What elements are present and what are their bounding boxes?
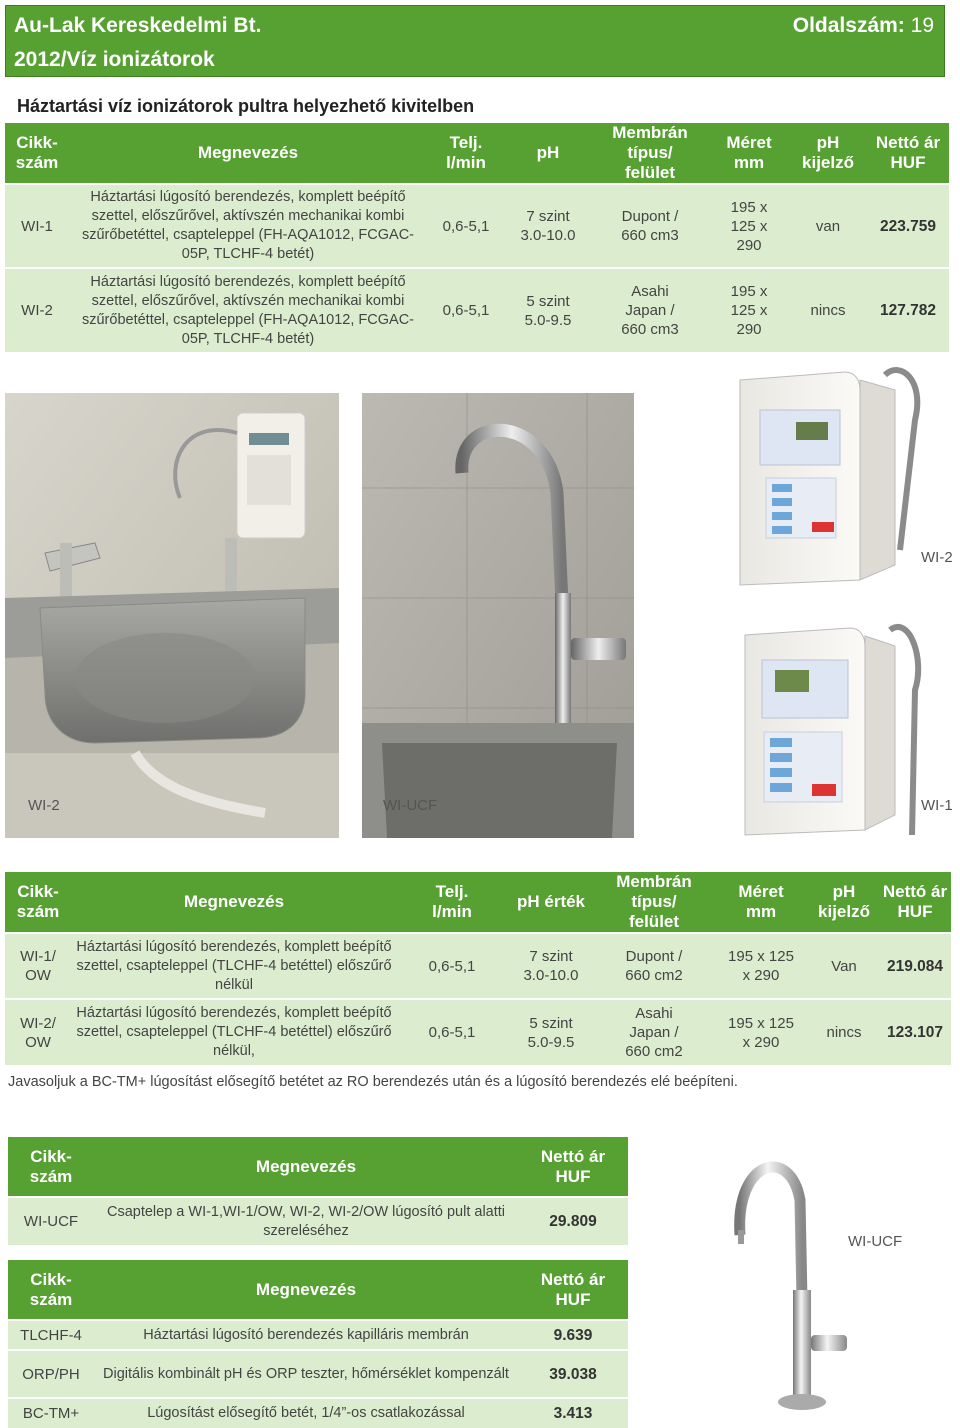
col-header-code: Cikk- szám: [5, 123, 69, 184]
col-header-ph: pH érték: [507, 872, 595, 933]
col-header-price: Nettó ár HUF: [879, 872, 951, 933]
ph-range: 7 szint 3.0-10.0: [505, 184, 591, 268]
product-code: WI-1/ OW: [5, 933, 71, 999]
faucet-installed-photo: [362, 393, 634, 838]
product-code: WI-UCF: [8, 1197, 94, 1245]
flow-rate: 0,6-5,1: [427, 184, 505, 268]
table-row: [5, 999, 951, 1065]
membrane: Asahi Japan / 660 cm3: [591, 268, 709, 352]
net-price: 127.782: [867, 268, 949, 352]
product-code: WI-2: [5, 268, 69, 352]
net-price: 219.084: [879, 933, 951, 999]
net-price: 39.038: [518, 1350, 628, 1398]
col-header-size: Méret mm: [709, 123, 789, 184]
size: 195 x 125 x 290: [709, 184, 789, 268]
product-table-2: [5, 872, 951, 1065]
membrane: Asahi Japan / 660 cm2: [595, 999, 713, 1065]
page-number-value: 19: [910, 14, 934, 37]
col-header-code: Cikk- szám: [8, 1137, 94, 1197]
photo-label-wi-ucf: WI-UCF: [383, 797, 438, 814]
col-header-code: Cikk- szám: [5, 872, 71, 933]
recommendation-note: Javasoljuk a BC-TM+ lúgosítást elősegítő betétet az RO berendezés után és a lúgosító berendezés elé beépíteni.: [8, 1074, 738, 1090]
product-description: Háztartási lúgosító berendezés, komplett beépítő szettel, előszűrővel, aktívszén mechanikai kombi szűrőbetéttel, csapteleppel (FH-AQA1012, FCGAC-05P, TLCHF-4 betét): [69, 268, 427, 352]
net-price: 29.809: [518, 1197, 628, 1245]
flow-rate: 0,6-5,1: [397, 933, 507, 999]
company-name: Au-Lak Kereskedelmi Bt.: [14, 14, 262, 37]
ph-range: 5 szint 5.0-9.5: [507, 999, 595, 1065]
ionizer-units-image: [700, 360, 930, 845]
product-description: Háztartási lúgosító berendezés, komplett beépítő szettel, csapteleppel (TLCHF-4 betéttel) előszűrő nélkül: [71, 933, 397, 999]
col-header-price: Nettó ár HUF: [867, 123, 949, 184]
product-description: Digitális kombinált pH és ORP teszter, hőmérséklet kompenzált: [94, 1350, 518, 1398]
table-row: [8, 1350, 628, 1398]
col-header-price: Nettó ár HUF: [518, 1137, 628, 1197]
page-header: [5, 5, 945, 77]
product-code: ORP/PH: [8, 1350, 94, 1398]
net-price: 3.413: [518, 1398, 628, 1428]
col-header-name: Megnevezés: [69, 123, 427, 184]
ph-display: Van: [809, 933, 879, 999]
table-row: [5, 268, 949, 352]
col-header-membrane: Membrán típus/ felület: [591, 123, 709, 184]
photo-label-faucet: WI-UCF: [848, 1233, 903, 1250]
col-header-membrane: Membrán típus/ felület: [595, 872, 713, 933]
membrane: Dupont / 660 cm2: [595, 933, 713, 999]
product-code: WI-1: [5, 184, 69, 268]
photo-label-wi1: WI-1: [921, 797, 953, 814]
col-header-display: pH kijelző: [809, 872, 879, 933]
table-row: [8, 1398, 628, 1428]
table-row: [5, 933, 951, 999]
col-header-name: Megnevezés: [94, 1260, 518, 1320]
col-header-price: Nettó ár HUF: [518, 1260, 628, 1320]
net-price: 9.639: [518, 1320, 628, 1350]
flow-rate: 0,6-5,1: [427, 268, 505, 352]
section-title: Háztartási víz ionizátorok pultra helyezhető kivitelben: [17, 96, 475, 116]
photo-label-wi2-right: WI-2: [921, 549, 953, 566]
col-header-flow: Telj. l/min: [427, 123, 505, 184]
product-code: TLCHF-4: [8, 1320, 94, 1350]
ionizer-units-photo: [700, 360, 930, 845]
product-description: Lúgosítást elősegítő betét, 1/4”-os csatlakozással: [94, 1398, 518, 1428]
ph-display: van: [789, 184, 867, 268]
product-description: Csaptelep a WI-1,WI-1/OW, WI-2, WI-2/OW lúgosító pult alatti szereléséhez: [94, 1197, 518, 1245]
size: 195 x 125 x 290: [709, 268, 789, 352]
ph-range: 7 szint 3.0-10.0: [507, 933, 595, 999]
col-header-display: pH kijelző: [789, 123, 867, 184]
flow-rate: 0,6-5,1: [397, 999, 507, 1065]
faucet-product-photo: [730, 1140, 860, 1415]
kitchen-sink-photo: [5, 393, 339, 838]
accessories-table: [8, 1260, 628, 1428]
product-description: Háztartási lúgosító berendezés, komplett beépítő szettel, csapteleppel (TLCHF-4 betéttel) előszűrő nélkül,: [71, 999, 397, 1065]
net-price: 223.759: [867, 184, 949, 268]
table-row: [5, 184, 949, 268]
table-row: [8, 1197, 628, 1245]
ph-display: nincs: [809, 999, 879, 1065]
page-number: [793, 14, 934, 38]
faucet-table: [8, 1137, 628, 1245]
ph-display: nincs: [789, 268, 867, 352]
size: 195 x 125 x 290: [713, 999, 809, 1065]
table-row: [8, 1320, 628, 1350]
size: 195 x 125 x 290: [713, 933, 809, 999]
net-price: 123.107: [879, 999, 951, 1065]
product-description: Háztartási lúgosító berendezés kapilláris membrán: [94, 1320, 518, 1350]
col-header-name: Megnevezés: [71, 872, 397, 933]
faucet-product-image: [730, 1140, 860, 1415]
membrane: Dupont / 660 cm3: [591, 184, 709, 268]
kitchen-sink-image: [5, 393, 339, 838]
product-description: Háztartási lúgosító berendezés, komplett beépítő szettel, előszűrővel, aktívszén mechanikai kombi szűrőbetéttel, csapteleppel (FH-AQA1012, FCGAC-05P, TLCHF-4 betét): [69, 184, 427, 268]
col-header-code: Cikk- szám: [8, 1260, 94, 1320]
product-code: WI-2/ OW: [5, 999, 71, 1065]
product-code: BC-TM+: [8, 1398, 94, 1428]
photo-label-wi2-left: WI-2: [28, 797, 60, 814]
page-label: Oldalszám:: [792, 14, 905, 37]
col-header-ph: pH: [505, 123, 591, 184]
product-table-1: [5, 123, 949, 352]
ph-range: 5 szint 5.0-9.5: [505, 268, 591, 352]
col-header-name: Megnevezés: [94, 1137, 518, 1197]
catalog-subtitle: 2012/Víz ionizátorok: [14, 48, 215, 71]
faucet-installed-image: [362, 393, 634, 838]
col-header-size: Méret mm: [713, 872, 809, 933]
col-header-flow: Telj. l/min: [397, 872, 507, 933]
